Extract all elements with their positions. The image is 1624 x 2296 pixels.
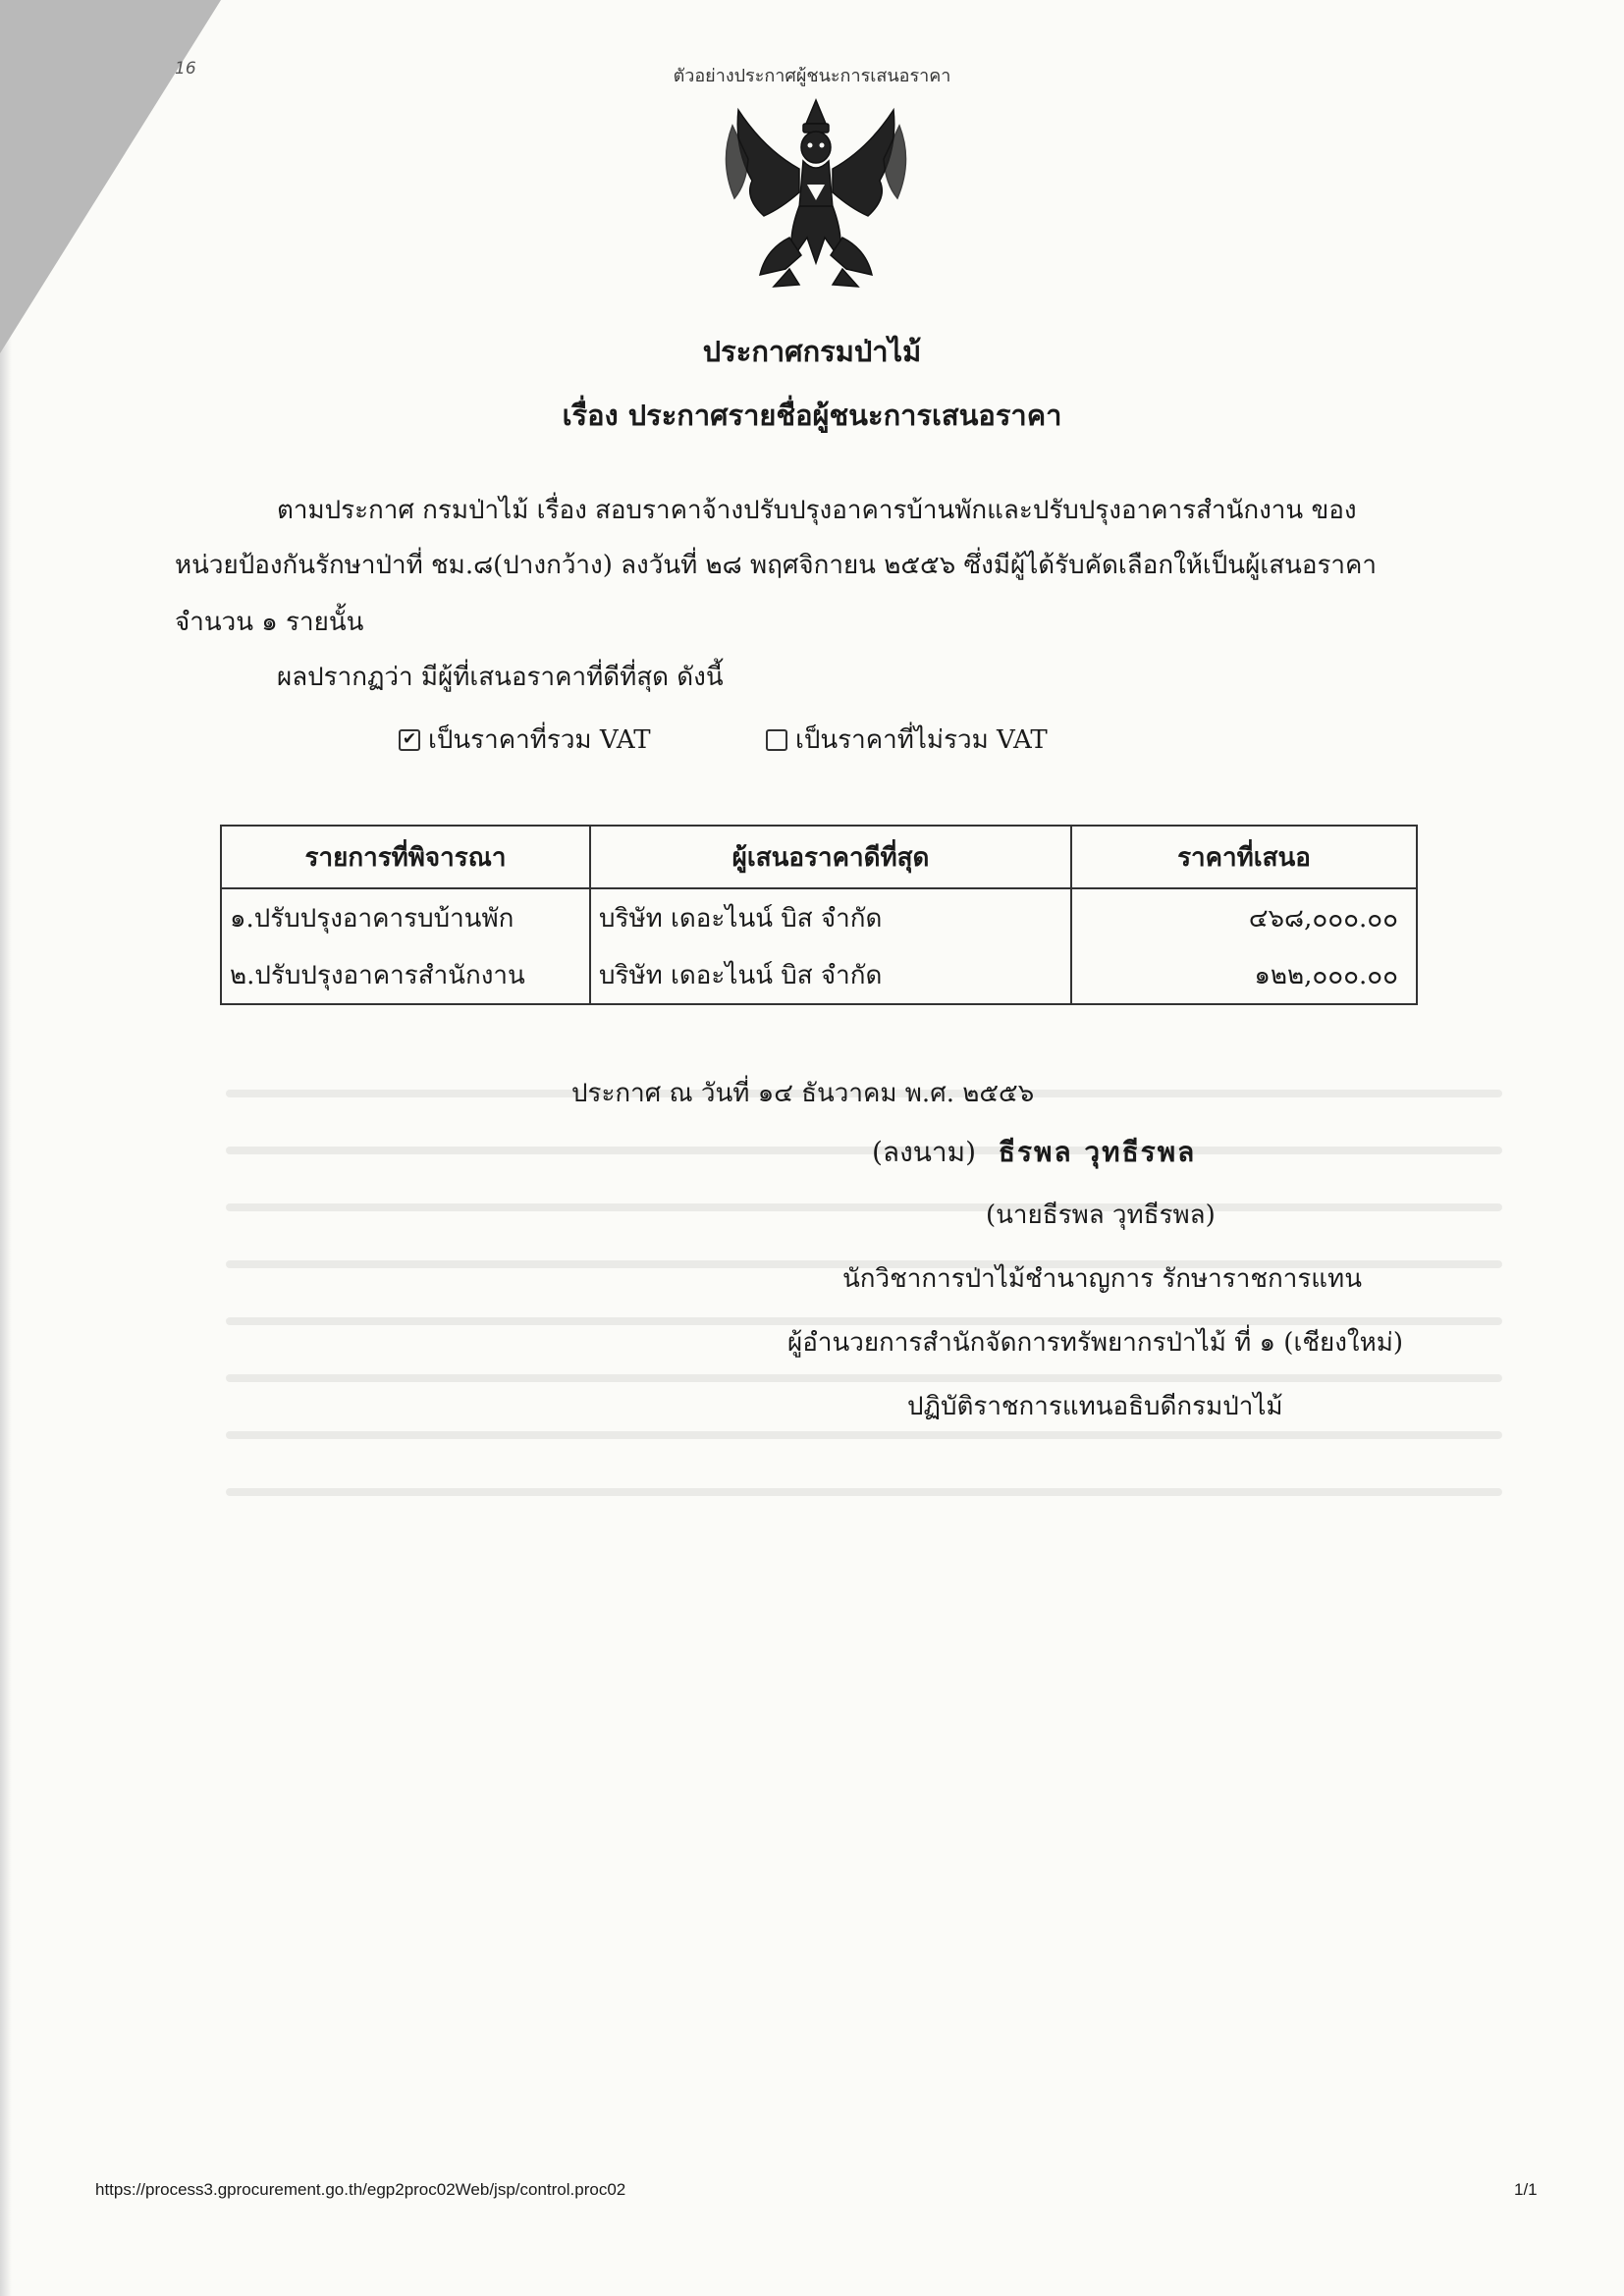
footer-url: https://process3.gprocurement.go.th/egp2proc02Web/jsp/control.proc02 (95, 2180, 626, 2199)
body-paragraph-line-1: ตามประกาศ กรมป่าไม้ เรื่อง สอบราคาจ้างปรับปรุงอาคารบ้านพักและปรับปรุงอาคารสำนักงาน ของ (277, 496, 1357, 525)
document-subject: เรื่อง ประกาศรายชื่อผู้ชนะการเสนอราคา (562, 399, 1062, 432)
announcement-date: ประกาศ ณ วันที่ ๑๔ ธันวาคม พ.ศ. ๒๕๕๖ (571, 1079, 1035, 1108)
table-cell-item: ๑.ปรับปรุงอาคารบบ้านพัก (221, 888, 590, 946)
footer-page-count: 1/1 (1514, 2180, 1538, 2199)
table-cell-item: ๒.ปรับปรุงอาคารสำนักงาน (221, 946, 590, 1004)
vat-include-label: เป็นราคาที่รวม VAT (428, 725, 651, 755)
winner-table (220, 825, 1418, 1005)
signer-position-1: นักวิชาการป่าไม้ชำนาญการ รักษาราชการแทน (842, 1264, 1362, 1294)
table-header-price: ราคาที่เสนอ (1071, 826, 1417, 888)
body-paragraph-line-2: หน่วยป้องกันรักษาป่าที่ ชม.๘(ปางกว้าง) ลงวันที่ ๒๘ พฤศจิกายน ๒๕๕๖ ซึ่งมีผู้ได้รับคัดเลือกให้เป็นผู้เสนอราคา (175, 551, 1378, 580)
garuda-emblem-icon (705, 90, 927, 296)
bleed-through-text (226, 1041, 1502, 1590)
table-cell-bidder: บริษัท เดอะไนน์ บิส จำกัด (590, 946, 1071, 1004)
signed-name: ธีรพล วุทธีรพล (998, 1136, 1197, 1168)
table-header-bidder: ผู้เสนอราคาดีที่สุด (590, 826, 1071, 888)
folded-corner (0, 0, 221, 353)
header-caption: ตัวอย่างประกาศผู้ชนะการเสนอราคา (673, 66, 951, 86)
table-header-item: รายการที่พิจารณา (221, 826, 590, 888)
result-statement: ผลปรากฏว่า มีผู้ที่เสนอราคาที่ดีที่สุด ดังนี้ (277, 663, 724, 692)
table-row (221, 888, 1417, 946)
vat-include-option (399, 720, 651, 760)
document-title: ประกาศกรมป่าไม้ (702, 335, 922, 368)
table-cell-price: ๔๖๘,๐๐๐.๐๐ (1071, 888, 1417, 946)
body-paragraph-line-3: จำนวน ๑ รายนั้น (175, 608, 364, 637)
signature-line (872, 1131, 1196, 1174)
table-header-row (221, 826, 1417, 888)
signer-position-3: ปฏิบัติราชการแทนอธิบดีกรมป่าไม้ (907, 1392, 1283, 1421)
table-row (221, 946, 1417, 1004)
checkbox-checked-icon: ✔ (399, 729, 420, 751)
signed-label: (ลงนาม) (872, 1136, 976, 1168)
vat-exclude-label: เป็นราคาที่ไม่รวม VAT (795, 725, 1048, 755)
page-number: 16 (175, 59, 196, 79)
signer-full-name: (นายธีรพล วุทธีรพล) (986, 1201, 1216, 1230)
checkbox-unchecked-icon (766, 729, 787, 751)
signer-position-2: ผู้อำนวยการสำนักจัดการทรัพยากรป่าไม้ ที่ ๑ (เชียงใหม่) (787, 1328, 1404, 1358)
table-cell-price: ๑๒๒,๐๐๐.๐๐ (1071, 946, 1417, 1004)
vat-exclude-option (766, 720, 1048, 760)
table-cell-bidder: บริษัท เดอะไนน์ บิส จำกัด (590, 888, 1071, 946)
